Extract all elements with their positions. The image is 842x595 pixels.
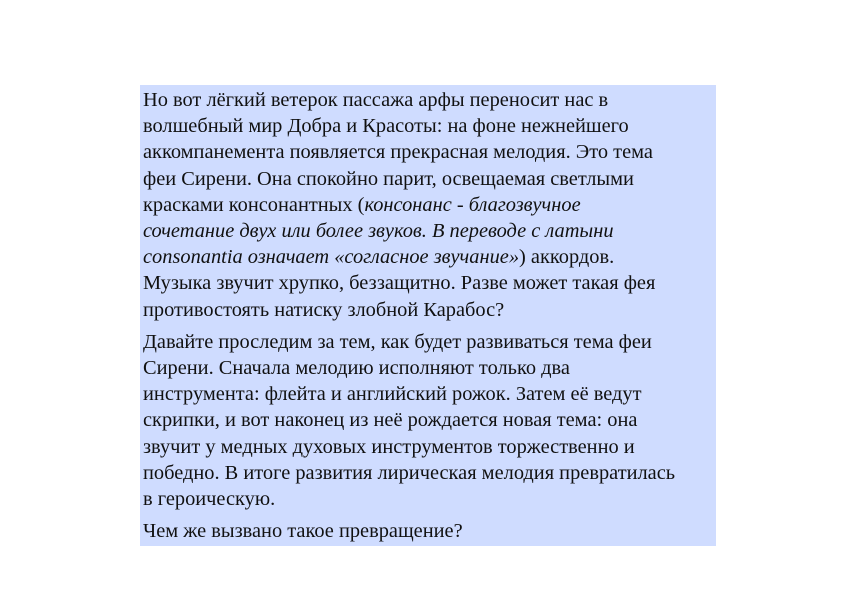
text-line: consonantia означает «согласное звучание») аккордов. (143, 246, 615, 269)
paragraph-question (143, 518, 713, 544)
definition-italic-line: сочетание двух или более звуков. В переводе с латыни (143, 220, 614, 243)
text-line: противостоять натиску злобной Карабос? (143, 298, 505, 321)
text-line: инструмента: флейта и английский рожок. Затем её ведут (143, 383, 642, 406)
text-line: звучит у медных духовых инструментов торжественно и (143, 435, 635, 458)
text-line: феи Сирени. Она спокойно парит, освещаемая светлыми (143, 167, 634, 190)
text-line: Сирени. Сначала мелодию исполняют только два (143, 357, 570, 380)
question-line: Чем же вызвано такое превращение? (143, 520, 463, 543)
text-line: победно. В итоге развития лирическая мелодия превратилась (143, 461, 676, 484)
definition-italic: consonantia означает «согласное звучание» (143, 246, 520, 269)
paragraph-intro (143, 87, 713, 323)
text-line: волшебный мир Добра и Красоты: на фоне нежнейшего (143, 115, 629, 138)
paragraph-development (143, 329, 713, 512)
text-line: Но вот лёгкий ветерок пассажа арфы переносит нас в (143, 89, 609, 111)
text-line: красками консонантных (консонанс - благозвучное (143, 193, 581, 216)
text-line: Музыка звучит хрупко, беззащитно. Разве может такая фея (143, 272, 656, 295)
text-line: скрипки, и вот наконец из неё рождается новая тема: она (143, 409, 638, 432)
text-line: в героическую. (143, 488, 276, 511)
text-line: аккомпанемента появляется прекрасная мелодия. Это тема (143, 141, 653, 164)
text-line: Давайте проследим за тем, как будет развиваться тема феи (143, 330, 652, 353)
definition-italic: консонанс - благозвучное (364, 193, 581, 216)
text-block (140, 85, 716, 546)
